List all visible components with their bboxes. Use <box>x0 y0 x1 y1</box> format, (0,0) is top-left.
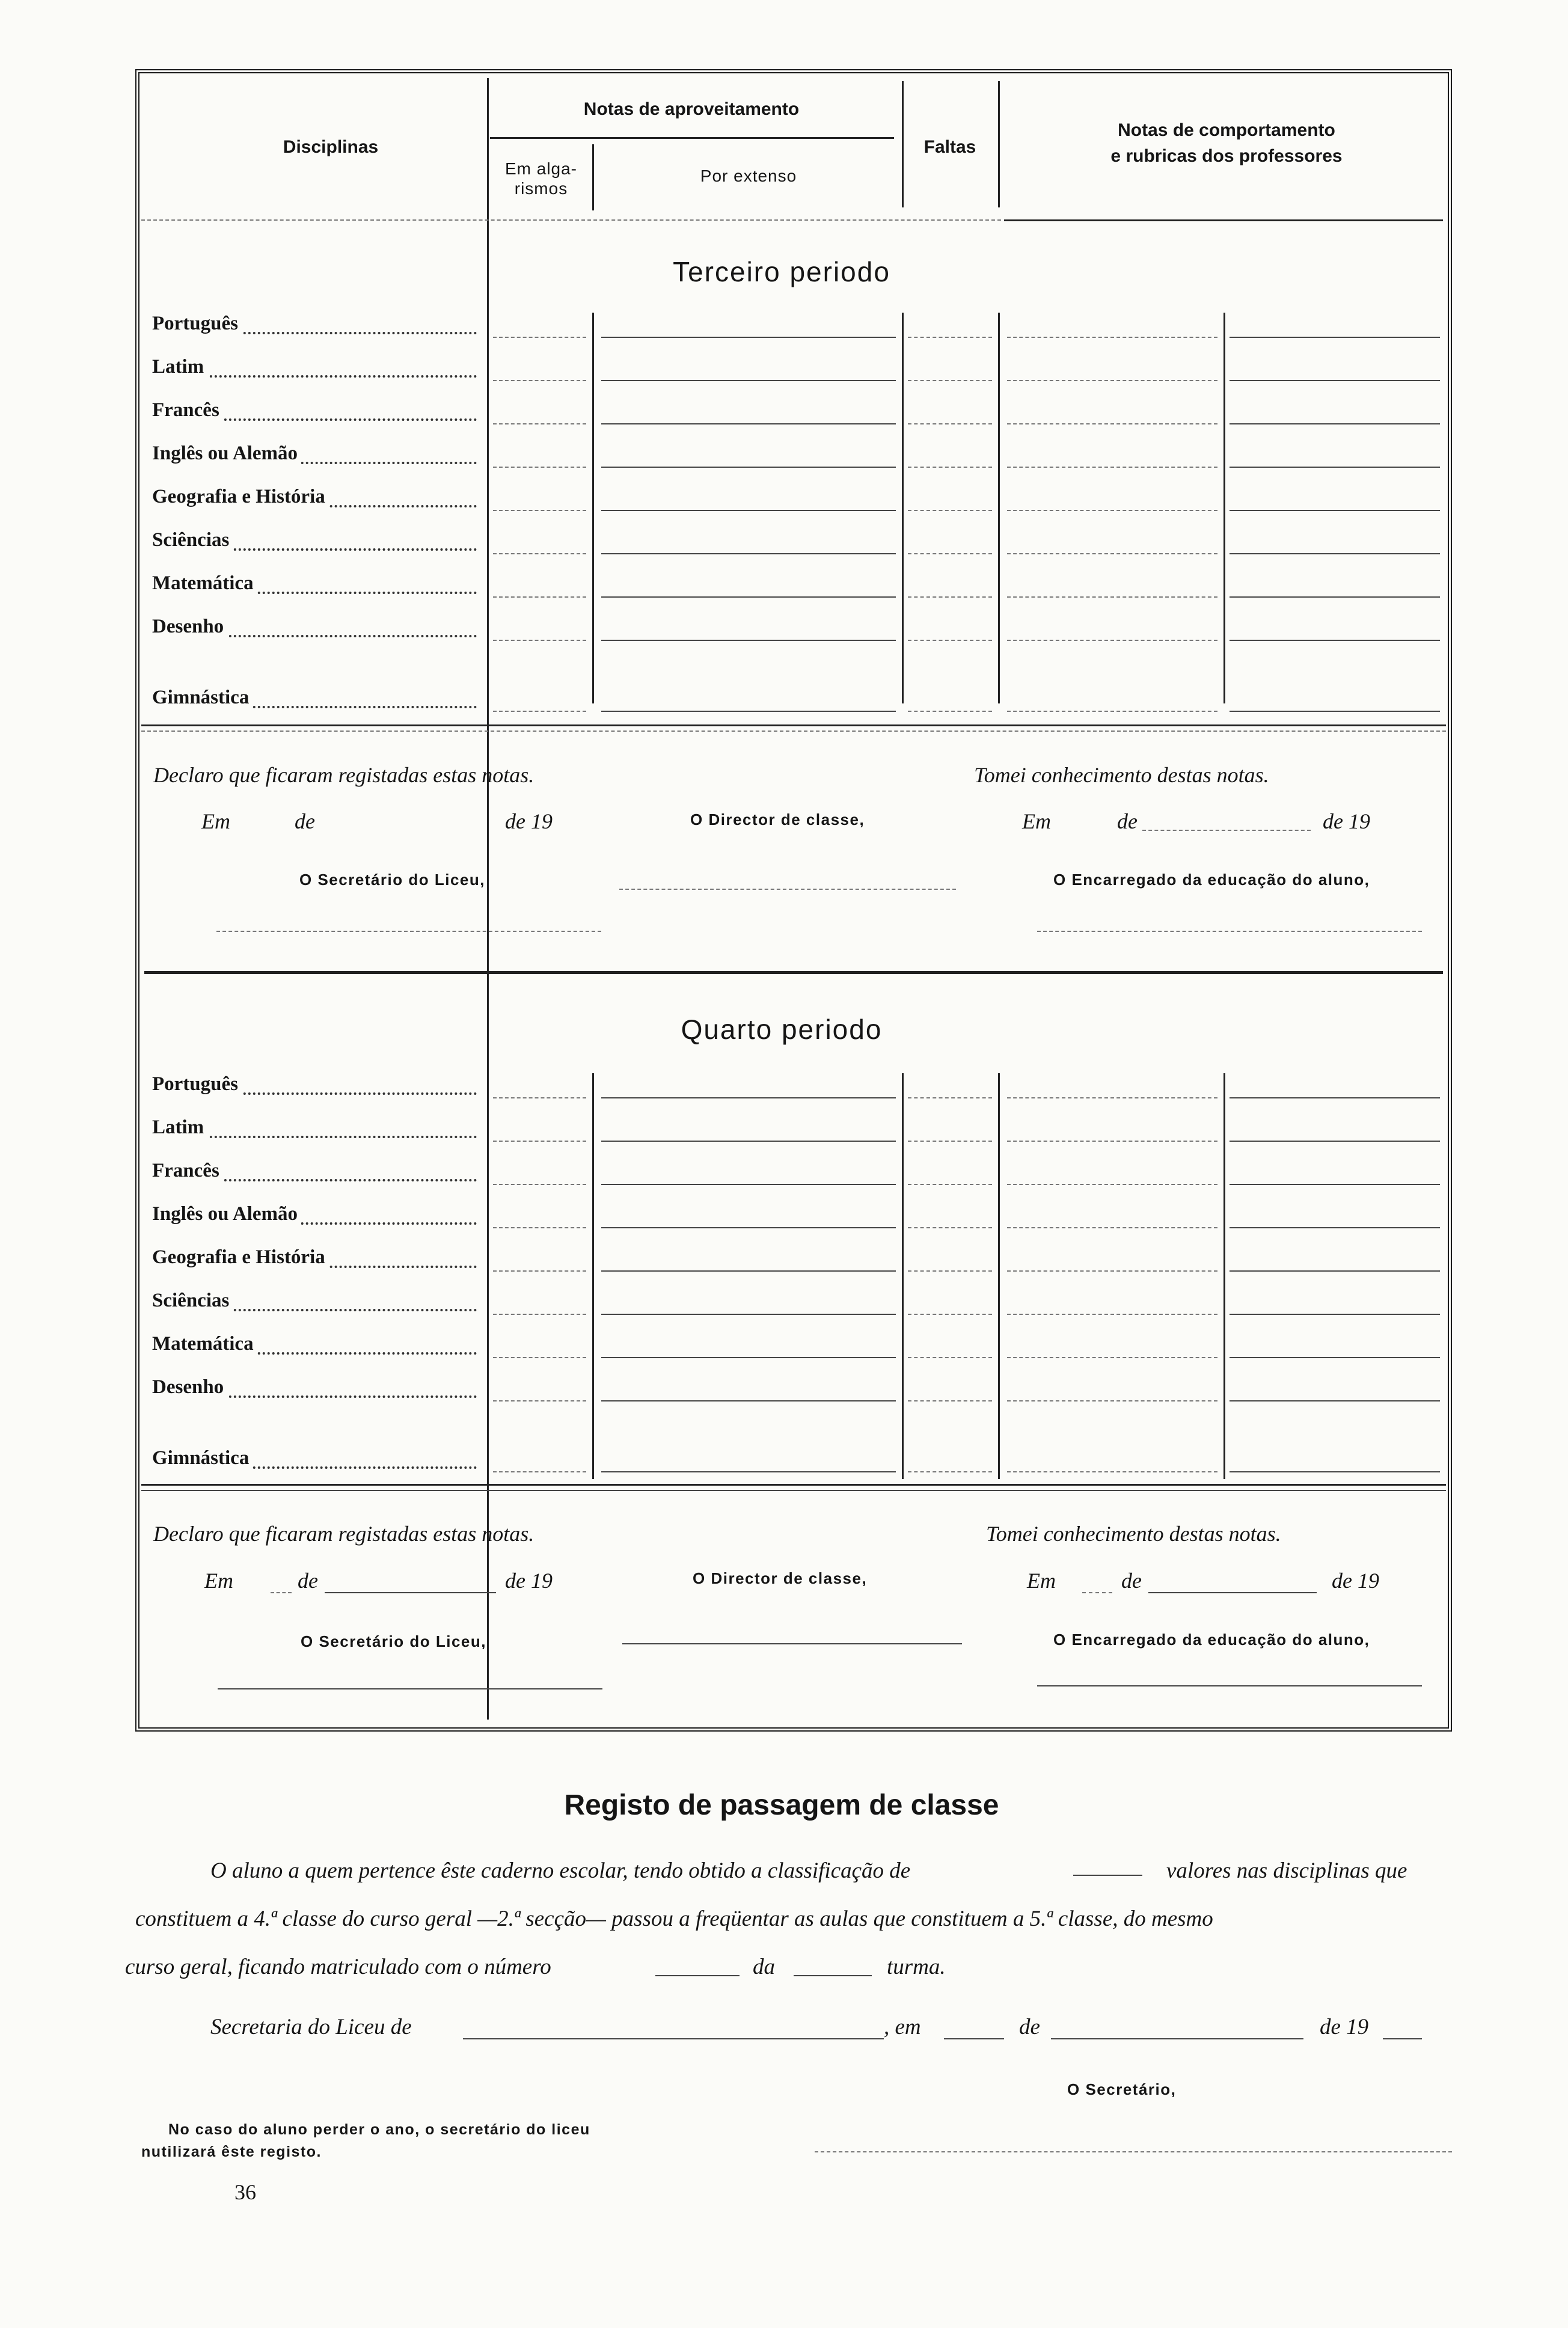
director-label-4: O Director de classe, <box>693 1569 868 1587</box>
period-title-3: Terceiro periodo <box>673 256 890 287</box>
registo-title: Registo de passagem de classe <box>564 1789 999 1821</box>
subject-label: Desenho <box>152 1376 227 1398</box>
grade-entry-line <box>601 380 896 381</box>
col-algarismos-3 <box>592 313 594 703</box>
grade-entry-line <box>601 1097 896 1098</box>
grade-entry-line <box>908 1314 992 1315</box>
grade-entry-line <box>1007 380 1217 381</box>
registo-line1-a: O aluno a quem pertence êste caderno escolar, tendo obtido a classificação de <box>210 1858 911 1883</box>
signature-line-encarregado-3 <box>1037 931 1422 932</box>
de2-19-label-4: de 19 <box>1332 1569 1379 1593</box>
grade-entry-line <box>493 1141 586 1142</box>
subject-row <box>152 1246 477 1274</box>
grade-entry-line <box>1007 596 1217 598</box>
grade-entry-line <box>493 711 586 712</box>
grade-entry-line <box>908 337 992 338</box>
grade-entry-line <box>1230 1184 1440 1185</box>
grade-entry-line <box>908 380 992 381</box>
grade-entry-line <box>908 640 992 641</box>
period-separator <box>144 971 1443 974</box>
period-3-bottom-rule <box>141 724 1446 726</box>
grade-entry-line <box>1230 510 1440 511</box>
header-disciplinas: Disciplinas <box>283 137 379 157</box>
grade-entry-line <box>1230 1357 1440 1358</box>
subject-label: Matemática <box>152 1333 257 1355</box>
grade-entry-line <box>601 423 896 424</box>
grade-entry-line <box>1230 711 1440 712</box>
grade-entry-line <box>601 1471 896 1472</box>
grade-entry-line <box>493 337 586 338</box>
registo-line3-c: turma. <box>887 1955 946 1979</box>
subject-row <box>152 1117 477 1144</box>
grade-entry-line <box>908 1227 992 1228</box>
header-bottom-rule-right <box>1004 219 1443 221</box>
day-blank-registo <box>944 2038 1004 2039</box>
encarregado-label-4: O Encarregado da educação do aluno, <box>1053 1631 1370 1649</box>
grade-entry-line <box>601 1141 896 1142</box>
header-comportamento-1: Notas de comportamento <box>1118 120 1335 140</box>
signature-line-secretario-4 <box>218 1688 602 1689</box>
subject-label: Latim <box>152 356 207 378</box>
liceu-name-blank <box>463 2038 884 2039</box>
subject-label: Desenho <box>152 616 227 637</box>
numero-blank <box>655 1975 740 1976</box>
header-em-algarismos-2: rismos <box>514 179 568 198</box>
grade-entry-line <box>493 1227 586 1228</box>
grade-entry-line <box>1007 1270 1217 1272</box>
grade-entry-line <box>908 596 992 598</box>
grade-entry-line <box>1230 467 1440 468</box>
year-blank-registo <box>1383 2038 1422 2039</box>
subject-label: Geografia e História <box>152 486 329 507</box>
grade-entry-line <box>493 1314 586 1315</box>
de-label-4: de <box>298 1569 318 1593</box>
grade-entry-line <box>601 1270 896 1272</box>
note-line-2: nutilizará êste registo. <box>141 2143 322 2160</box>
declaro-text-3: Declaro que ficaram registadas estas notas. <box>153 763 534 787</box>
grade-entry-line <box>493 1400 586 1401</box>
signature-line-director-3 <box>619 889 956 890</box>
grade-entry-line <box>908 711 992 712</box>
page-number: 36 <box>234 2180 256 2204</box>
grade-entry-line <box>1230 337 1440 338</box>
grade-entry-line <box>908 1270 992 1272</box>
de2-label-4: de <box>1121 1569 1142 1593</box>
period-3-bottom-rule-2 <box>141 731 1446 732</box>
grade-entry-line <box>493 1357 586 1358</box>
subject-row <box>152 1447 477 1475</box>
grade-entry-line <box>601 711 896 712</box>
col-algarismos-4 <box>592 1073 594 1479</box>
signature-line-secretario-3 <box>216 931 601 932</box>
de2-19-label-3: de 19 <box>1323 809 1370 833</box>
grade-entry-line <box>908 423 992 424</box>
grade-entry-line <box>908 510 992 511</box>
period-title-4: Quarto periodo <box>681 1014 883 1045</box>
header-por-extenso: Por extenso <box>700 167 797 185</box>
tomei-text-3: Tomei conhecimento destas notas. <box>974 763 1269 787</box>
period-4-bottom-rule-2 <box>141 1490 1446 1491</box>
de19-label-4: de 19 <box>505 1569 553 1593</box>
grade-entry-line <box>908 1471 992 1472</box>
grade-entry-line <box>1230 1314 1440 1315</box>
subject-label: Francês <box>152 1160 223 1181</box>
de-label-registo: de <box>1019 2015 1040 2039</box>
col-divider-comportamento-header <box>998 81 1000 207</box>
grade-entry-line <box>908 467 992 468</box>
subject-row <box>152 399 477 427</box>
signature-line-director-4 <box>622 1643 962 1644</box>
subject-label: Francês <box>152 399 223 421</box>
grade-entry-line <box>908 1141 992 1142</box>
col-rubrica-divider-4 <box>1223 1073 1225 1479</box>
grade-entry-line <box>1007 1227 1217 1228</box>
director-label-3: O Director de classe, <box>690 810 865 829</box>
subject-row <box>152 313 477 340</box>
grade-entry-line <box>601 640 896 641</box>
grade-entry-line <box>1230 1141 1440 1142</box>
grade-entry-line <box>1007 337 1217 338</box>
grade-entry-line <box>601 1400 896 1401</box>
subject-row <box>152 529 477 557</box>
tomei-text-4: Tomei conhecimento destas notas. <box>986 1522 1281 1546</box>
grade-entry-line <box>1007 553 1217 554</box>
de-label-3: de <box>295 809 315 833</box>
declaro-text-4: Declaro que ficaram registadas estas notas. <box>153 1522 534 1546</box>
grade-entry-line <box>601 553 896 554</box>
month-blank-registo <box>1051 2038 1303 2039</box>
subject-row <box>152 486 477 513</box>
grade-entry-line <box>908 553 992 554</box>
grade-entry-line <box>493 1184 586 1185</box>
grade-entry-line <box>1230 640 1440 641</box>
encarregado-label-3: O Encarregado da educação do aluno, <box>1053 871 1370 889</box>
classificacao-blank <box>1073 1875 1142 1876</box>
col-faltas-end-4 <box>998 1073 1000 1479</box>
grade-entry-line <box>1007 467 1217 468</box>
grade-entry-line <box>1007 1471 1217 1472</box>
subject-row <box>152 687 477 714</box>
grade-entry-line <box>493 510 586 511</box>
subject-label: Latim <box>152 1117 207 1138</box>
grade-entry-line <box>601 467 896 468</box>
subject-label: Sciências <box>152 1290 233 1311</box>
grade-entry-line <box>601 1227 896 1228</box>
grade-entry-line <box>1007 1400 1217 1401</box>
grade-entry-line <box>1007 1141 1217 1142</box>
subject-label: Gimnástica <box>152 687 253 708</box>
grade-entry-line <box>908 1400 992 1401</box>
subject-label: Matemática <box>152 572 257 594</box>
de19-label-3: de 19 <box>505 809 553 833</box>
grade-entry-line <box>1230 380 1440 381</box>
subject-row <box>152 1376 477 1404</box>
de19-label-registo: de 19 <box>1320 2015 1369 2039</box>
header-bottom-rule-left <box>141 219 1001 221</box>
grade-entry-line <box>601 1357 896 1358</box>
grade-entry-line <box>1230 596 1440 598</box>
em2-label-3: Em <box>1022 809 1051 833</box>
period-4-bottom-rule <box>141 1484 1446 1486</box>
col-divider-faltas-header <box>902 81 904 207</box>
subject-row <box>152 356 477 384</box>
subject-row <box>152 1333 477 1361</box>
grade-entry-line <box>493 1270 586 1272</box>
grade-entry-line <box>1230 1471 1440 1472</box>
grade-entry-line <box>908 1097 992 1098</box>
header-subdivider <box>490 137 894 139</box>
subject-row <box>152 1160 477 1187</box>
grade-entry-line <box>493 1097 586 1098</box>
grade-entry-line <box>1007 1357 1217 1358</box>
em-label-3: Em <box>201 809 230 833</box>
day2-blank-4 <box>1082 1592 1112 1593</box>
col-extenso-end-4 <box>902 1073 904 1479</box>
subject-row <box>152 1203 477 1231</box>
grade-entry-line <box>1007 640 1217 641</box>
grade-entry-line <box>1007 1184 1217 1185</box>
grade-entry-line <box>1007 1314 1217 1315</box>
grade-entry-line <box>1007 1097 1217 1098</box>
grade-entry-line <box>1230 1227 1440 1228</box>
grade-entry-line <box>493 640 586 641</box>
grade-entry-line <box>601 1314 896 1315</box>
grade-entry-line <box>601 337 896 338</box>
de2-label-3: de <box>1117 809 1138 833</box>
subject-row <box>152 1290 477 1317</box>
turma-blank <box>794 1975 872 1976</box>
secretaria-label: Secretaria do Liceu de <box>210 2015 412 2039</box>
col-rubrica-divider-3 <box>1223 313 1225 703</box>
note-line-1: No caso do aluno perder o ano, o secretário do liceu <box>168 2121 590 2138</box>
grade-entry-line <box>493 1471 586 1472</box>
em2-label-4: Em <box>1027 1569 1056 1593</box>
registo-line3-b: da <box>753 1955 775 1979</box>
header-em-algarismos-1: Em alga- <box>504 159 578 178</box>
grade-entry-line <box>1230 1400 1440 1401</box>
secretario-label-4: O Secretário do Liceu, <box>301 1632 486 1650</box>
grade-entry-line <box>493 553 586 554</box>
grade-entry-line <box>1007 423 1217 424</box>
o-secretario-label: O Secretário, <box>1067 2080 1177 2098</box>
subject-label: Geografia e História <box>152 1246 329 1268</box>
em-label-registo: , em <box>884 2015 921 2039</box>
signature-line-encarregado-4 <box>1037 1685 1422 1686</box>
registo-line3-a: curso geral, ficando matriculado com o número <box>125 1955 551 1979</box>
subject-label: Gimnástica <box>152 1447 253 1469</box>
subject-row <box>152 1073 477 1101</box>
secretario-label-3: O Secretário do Liceu, <box>299 871 485 889</box>
header-comportamento-2: e rubricas dos professores <box>1110 146 1343 166</box>
subject-label: Inglês ou Alemão <box>152 1203 301 1225</box>
month2-blank-4 <box>1148 1592 1317 1593</box>
grade-entry-line <box>601 510 896 511</box>
grade-entry-line <box>493 596 586 598</box>
subject-label: Sciências <box>152 529 233 551</box>
col-extenso-end-3 <box>902 313 904 703</box>
col-faltas-end-3 <box>998 313 1000 703</box>
date-blank-3 <box>1142 830 1311 831</box>
subject-label: Inglês ou Alemão <box>152 443 301 464</box>
col-divider-algarismos-header <box>592 144 594 210</box>
grade-entry-line <box>1007 711 1217 712</box>
grade-entry-line <box>1230 423 1440 424</box>
grade-entry-line <box>601 596 896 598</box>
subject-label: Português <box>152 1073 242 1095</box>
grade-entry-line <box>1230 553 1440 554</box>
day-blank-4 <box>271 1592 292 1593</box>
grade-entry-line <box>1230 1097 1440 1098</box>
subject-label: Português <box>152 313 242 334</box>
registo-line1-b: valores nas disciplinas que <box>1166 1858 1407 1883</box>
grade-entry-line <box>493 467 586 468</box>
grade-entry-line <box>493 423 586 424</box>
subject-row <box>152 616 477 643</box>
signature-line-secretario-registo <box>815 2151 1452 2152</box>
subject-row <box>152 572 477 600</box>
grade-entry-line <box>908 1357 992 1358</box>
registo-line2: constituem a 4.ª classe do curso geral —2.ª secção— passou a freqüentar as aulas que constituem a 5.ª classe, do mesmo <box>135 1907 1213 1931</box>
grade-entry-line <box>601 1184 896 1185</box>
header-notas-aproveitamento: Notas de aproveitamento <box>583 99 800 119</box>
grade-entry-line <box>493 380 586 381</box>
subject-row <box>152 443 477 470</box>
grade-entry-line <box>1230 1270 1440 1272</box>
grade-entry-line <box>908 1184 992 1185</box>
col-divider-disciplinas <box>487 78 489 1720</box>
month-blank-4 <box>325 1592 496 1593</box>
grade-entry-line <box>1007 510 1217 511</box>
em-label-4: Em <box>204 1569 233 1593</box>
header-faltas: Faltas <box>923 137 976 157</box>
